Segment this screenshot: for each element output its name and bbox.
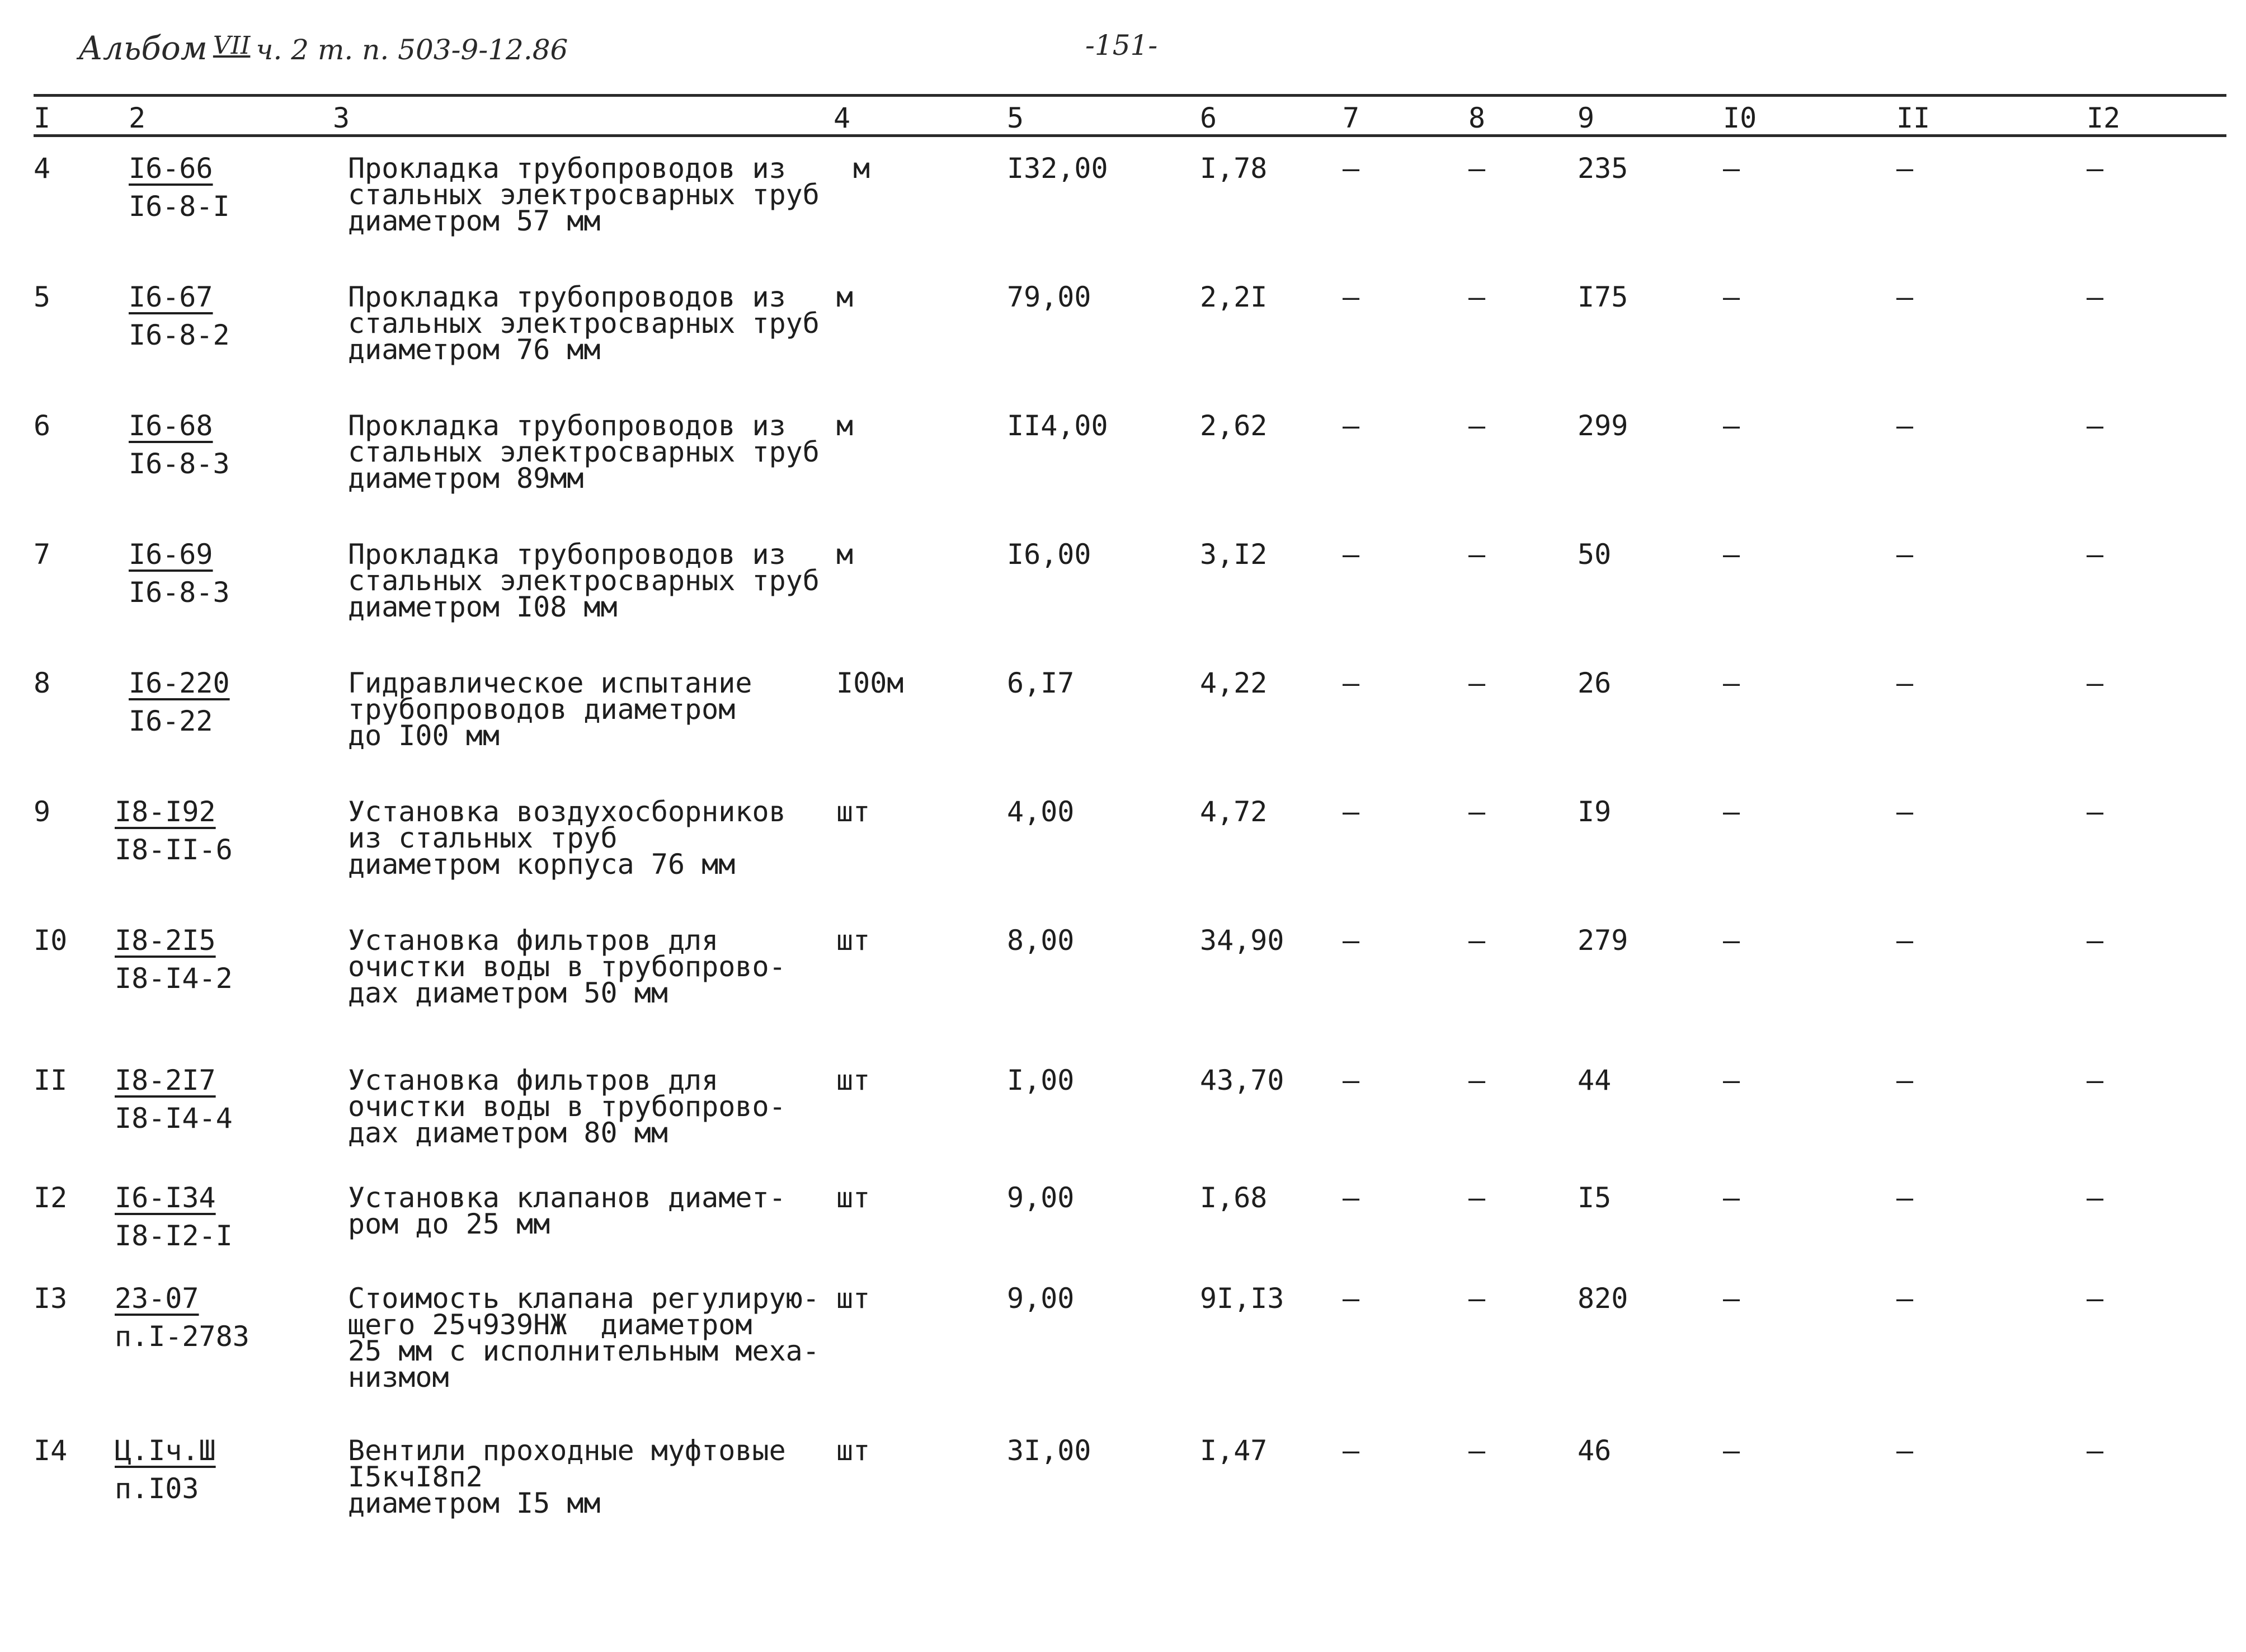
column-12-value: – <box>2087 1182 2104 1214</box>
unit-of-measure: шт <box>836 1064 870 1096</box>
norm-reference: I8-II-6 <box>115 834 233 866</box>
column-7-value: – <box>1343 1064 1360 1096</box>
row-number: I0 <box>34 924 68 957</box>
unit-price: 3,I2 <box>1200 538 1268 571</box>
unit-of-measure: м <box>836 410 854 442</box>
column-11-value: – <box>1896 1182 1914 1214</box>
total-cost: 820 <box>1578 1282 1628 1315</box>
row-number: 9 <box>34 796 51 828</box>
unit-of-measure: I00м <box>836 667 904 699</box>
column-7-value: – <box>1343 1434 1360 1467</box>
unit-of-measure: м <box>836 281 854 313</box>
column-header: 8 <box>1468 102 1486 134</box>
unit-price: 34,90 <box>1200 924 1284 957</box>
total-cost: 235 <box>1578 152 1628 185</box>
unit-of-measure: шт <box>836 924 870 957</box>
work-description: Прокладка трубопроводов из стальных электросварных труб диаметром 89мм <box>348 410 820 495</box>
norm-code: I8-I92 <box>115 796 216 828</box>
column-7-value: – <box>1343 410 1360 442</box>
column-7-value: – <box>1343 538 1360 571</box>
work-description: Прокладка трубопроводов из стальных электросварных труб диаметром 76 мм <box>348 281 820 366</box>
column-11-value: – <box>1896 667 1914 699</box>
column-8-value: – <box>1468 796 1486 828</box>
column-header: 2 <box>129 102 146 134</box>
work-description: Прокладка трубопроводов из стальных электросварных труб диаметром I08 мм <box>348 538 820 623</box>
row-number: II <box>34 1064 68 1096</box>
column-7-value: – <box>1343 924 1360 957</box>
unit-price: 43,70 <box>1200 1064 1284 1096</box>
column-7-value: – <box>1343 796 1360 828</box>
album-word: Альбом <box>78 29 208 67</box>
column-header: 3 <box>333 102 350 134</box>
norm-code: I6-66 <box>129 152 213 185</box>
norm-code: I6-220 <box>129 667 230 699</box>
header-bottom-rule <box>34 134 2226 137</box>
column-12-value: – <box>2087 667 2104 699</box>
quantity: 8,00 <box>1007 924 1075 957</box>
column-12-value: – <box>2087 152 2104 185</box>
column-11-value: – <box>1896 152 1914 185</box>
column-7-value: – <box>1343 1182 1360 1214</box>
work-description: Стоимость клапана регулирую- щего 25ч939НЖ диаметром 25 мм с исполнительным меха- низмом <box>348 1282 820 1394</box>
quantity: I,00 <box>1007 1064 1075 1096</box>
column-11-value: – <box>1896 1064 1914 1096</box>
work-description: Установка фильтров для очистки воды в трубопрово- дах диаметром 80 мм <box>348 1064 786 1149</box>
quantity: 6,I7 <box>1007 667 1075 699</box>
column-8-value: – <box>1468 924 1486 957</box>
column-8-value: – <box>1468 538 1486 571</box>
norm-reference: п.I-2783 <box>115 1320 249 1353</box>
column-10-value: – <box>1723 667 1740 699</box>
unit-of-measure: шт <box>836 796 870 828</box>
column-7-value: – <box>1343 1282 1360 1315</box>
quantity: 4,00 <box>1007 796 1075 828</box>
total-cost: 44 <box>1578 1064 1612 1096</box>
column-12-value: – <box>2087 1064 2104 1096</box>
column-10-value: – <box>1723 1434 1740 1467</box>
norm-reference: I8-I4-4 <box>115 1102 233 1135</box>
norm-reference: I6-8-3 <box>129 448 230 480</box>
column-header: 5 <box>1007 102 1024 134</box>
column-10-value: – <box>1723 152 1740 185</box>
work-description: Гидравлическое испытание трубопроводов диаметром до I00 мм <box>348 667 752 752</box>
column-11-value: – <box>1896 796 1914 828</box>
album-reference <box>78 29 568 67</box>
column-header: 4 <box>834 102 851 134</box>
row-number: 8 <box>34 667 51 699</box>
album-details: ч. 2 т. п. 503-9-12.86 <box>256 34 568 66</box>
total-cost: I75 <box>1578 281 1628 313</box>
column-11-value: – <box>1896 410 1914 442</box>
quantity: 9,00 <box>1007 1182 1075 1214</box>
column-header: 6 <box>1200 102 1217 134</box>
unit-price: I,68 <box>1200 1182 1268 1214</box>
norm-code: I6-69 <box>129 538 213 571</box>
norm-reference: I8-I2-I <box>115 1220 233 1252</box>
row-number: 4 <box>34 152 51 185</box>
unit-price: 2,62 <box>1200 410 1268 442</box>
norm-code: I8-2I7 <box>115 1064 216 1096</box>
column-12-value: – <box>2087 281 2104 313</box>
column-header: I0 <box>1723 102 1757 134</box>
header-top-rule <box>34 94 2226 97</box>
row-number: 6 <box>34 410 51 442</box>
total-cost: 26 <box>1578 667 1612 699</box>
quantity: II4,00 <box>1007 410 1108 442</box>
column-10-value: – <box>1723 281 1740 313</box>
column-10-value: – <box>1723 1182 1740 1214</box>
column-header: I2 <box>2087 102 2121 134</box>
column-12-value: – <box>2087 924 2104 957</box>
column-8-value: – <box>1468 281 1486 313</box>
column-7-value: – <box>1343 667 1360 699</box>
column-11-value: – <box>1896 1434 1914 1467</box>
column-8-value: – <box>1468 1282 1486 1315</box>
row-number: I2 <box>34 1182 68 1214</box>
column-header: I <box>34 102 51 134</box>
row-number: 7 <box>34 538 51 571</box>
unit-of-measure: шт <box>836 1182 870 1214</box>
quantity: I32,00 <box>1007 152 1108 185</box>
column-7-value: – <box>1343 281 1360 313</box>
column-7-value: – <box>1343 152 1360 185</box>
column-8-value: – <box>1468 1064 1486 1096</box>
quantity: 3I,00 <box>1007 1434 1091 1467</box>
norm-code: I8-2I5 <box>115 924 216 957</box>
total-cost: I9 <box>1578 796 1612 828</box>
unit-price: 4,22 <box>1200 667 1268 699</box>
norm-reference: I8-I4-2 <box>115 962 233 995</box>
norm-code: I6-68 <box>129 410 213 442</box>
column-10-value: – <box>1723 796 1740 828</box>
column-11-value: – <box>1896 538 1914 571</box>
norm-reference: п.I03 <box>115 1472 199 1505</box>
column-10-value: – <box>1723 924 1740 957</box>
unit-of-measure: шт <box>836 1282 870 1315</box>
column-12-value: – <box>2087 410 2104 442</box>
unit-of-measure: м <box>836 538 854 571</box>
unit-of-measure: шт <box>836 1434 870 1467</box>
work-description: Вентили проходные муфтовые I5кчI8п2 диаметром I5 мм <box>348 1434 786 1519</box>
column-11-value: – <box>1896 924 1914 957</box>
total-cost: 299 <box>1578 410 1628 442</box>
column-11-value: – <box>1896 281 1914 313</box>
total-cost: 50 <box>1578 538 1612 571</box>
work-description: Установка воздухосборников из стальных труб диаметром корпуса 76 мм <box>348 796 786 881</box>
norm-code: I6-67 <box>129 281 213 313</box>
norm-code: I6-I34 <box>115 1182 216 1214</box>
row-number: I4 <box>34 1434 68 1467</box>
column-header: 9 <box>1578 102 1595 134</box>
norm-code: Ц.Iч.Ш <box>115 1434 216 1467</box>
norm-code: 23-07 <box>115 1282 199 1315</box>
work-description: Установка клапанов диамет- ром до 25 мм <box>348 1182 786 1240</box>
total-cost: I5 <box>1578 1182 1612 1214</box>
quantity: 9,00 <box>1007 1282 1075 1315</box>
work-description: Прокладка трубопроводов из стальных электросварных труб диаметром 57 мм <box>348 152 820 237</box>
column-11-value: – <box>1896 1282 1914 1315</box>
column-12-value: – <box>2087 1282 2104 1315</box>
row-number: I3 <box>34 1282 68 1315</box>
column-header: 7 <box>1343 102 1360 134</box>
page-number: -151- <box>1085 29 1158 62</box>
unit-price: 2,2I <box>1200 281 1268 313</box>
unit-price: 9I,I3 <box>1200 1282 1284 1315</box>
column-8-value: – <box>1468 152 1486 185</box>
norm-reference: I6-22 <box>129 705 213 737</box>
norm-reference: I6-8-I <box>129 190 230 223</box>
column-12-value: – <box>2087 538 2104 571</box>
norm-reference: I6-8-3 <box>129 576 230 609</box>
unit-price: I,78 <box>1200 152 1268 185</box>
quantity: 79,00 <box>1007 281 1091 313</box>
unit-price: 4,72 <box>1200 796 1268 828</box>
total-cost: 279 <box>1578 924 1628 957</box>
column-10-value: – <box>1723 410 1740 442</box>
total-cost: 46 <box>1578 1434 1612 1467</box>
work-description: Установка фильтров для очистки воды в трубопрово- дах диаметром 50 мм <box>348 924 786 1009</box>
column-8-value: – <box>1468 410 1486 442</box>
unit-of-measure: м <box>853 152 870 185</box>
column-10-value: – <box>1723 1282 1740 1315</box>
norm-reference: I6-8-2 <box>129 319 230 351</box>
column-header: II <box>1896 102 1930 134</box>
column-8-value: – <box>1468 667 1486 699</box>
quantity: I6,00 <box>1007 538 1091 571</box>
column-12-value: – <box>2087 1434 2104 1467</box>
column-10-value: – <box>1723 538 1740 571</box>
column-10-value: – <box>1723 1064 1740 1096</box>
column-12-value: – <box>2087 796 2104 828</box>
column-8-value: – <box>1468 1182 1486 1214</box>
row-number: 5 <box>34 281 51 313</box>
album-number: VII <box>213 31 251 60</box>
unit-price: I,47 <box>1200 1434 1268 1467</box>
column-8-value: – <box>1468 1434 1486 1467</box>
